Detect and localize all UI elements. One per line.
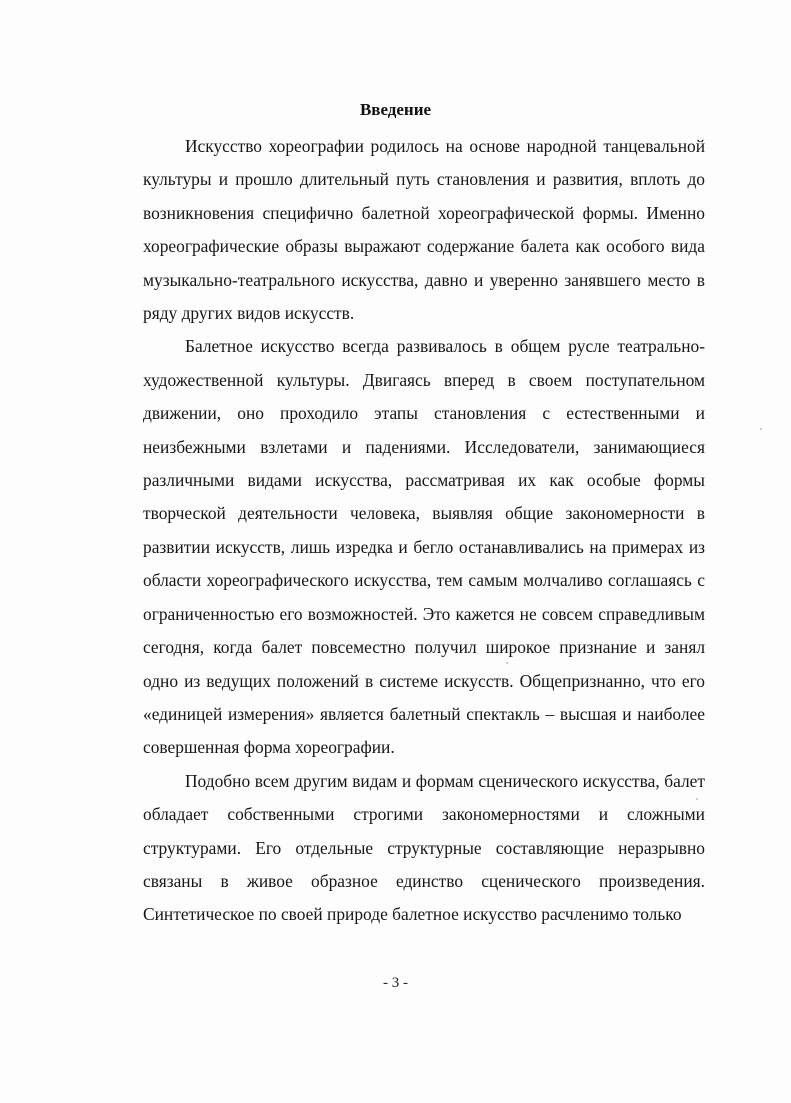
page-title: Введение (359, 100, 432, 119)
scan-speck (696, 798, 698, 800)
paragraph-1: Искусство хореографии родилось на основе народной танцевальной культуры и прошло длительный путь становления и развития, вплоть до возникновения специфично балетной хореографической формы. Именно хореографические образы выражают содержание балета как особого вида музыкально-театрального искусства, давно и уверенно занявшего место в ряду других видов искусств. (143, 136, 705, 324)
paragraph-2: Балетное искусство всегда развивалось в общем русле театрально-художественной культуры. Двигаясь вперед в своем поступательном движении, оно проходило этапы становления с естественными и неизбежными взлетами и падениями. Исследователи, занимающиеся различными видами искусства, рассматривая их как особые формы творческой деятельности человека, выявляя общие закономерности в развитии искусств, лишь изредка и бегло останавливались на примерах из области хореографического искусства, тем самым молчаливо соглашаясь с ограниченностью его возможностей. Это кажется не совсем справедливым сегодня, когда балет повсеместно получил широкое признание и занял одно из ведущих положений в системе искусств. Общепризнанно, что его «единицей измерения» является балетный спектакль – высшая и наиболее совершенная форма хореографии. (143, 336, 705, 758)
paragraph-3: Подобно всем другим видам и формам сценического искусства, балет обладает собственными строгими закономерностями и сложными структурами. Его отдельные структурные составляющие неразрывно связаны в живое образное единство сценического произведения. Синтетическое по своей природе балетное искусство расчленимо только (143, 770, 705, 925)
scan-speck (506, 662, 508, 664)
body-text (143, 130, 705, 932)
page-number: - 3 - (383, 975, 408, 991)
scan-speck (760, 428, 762, 430)
